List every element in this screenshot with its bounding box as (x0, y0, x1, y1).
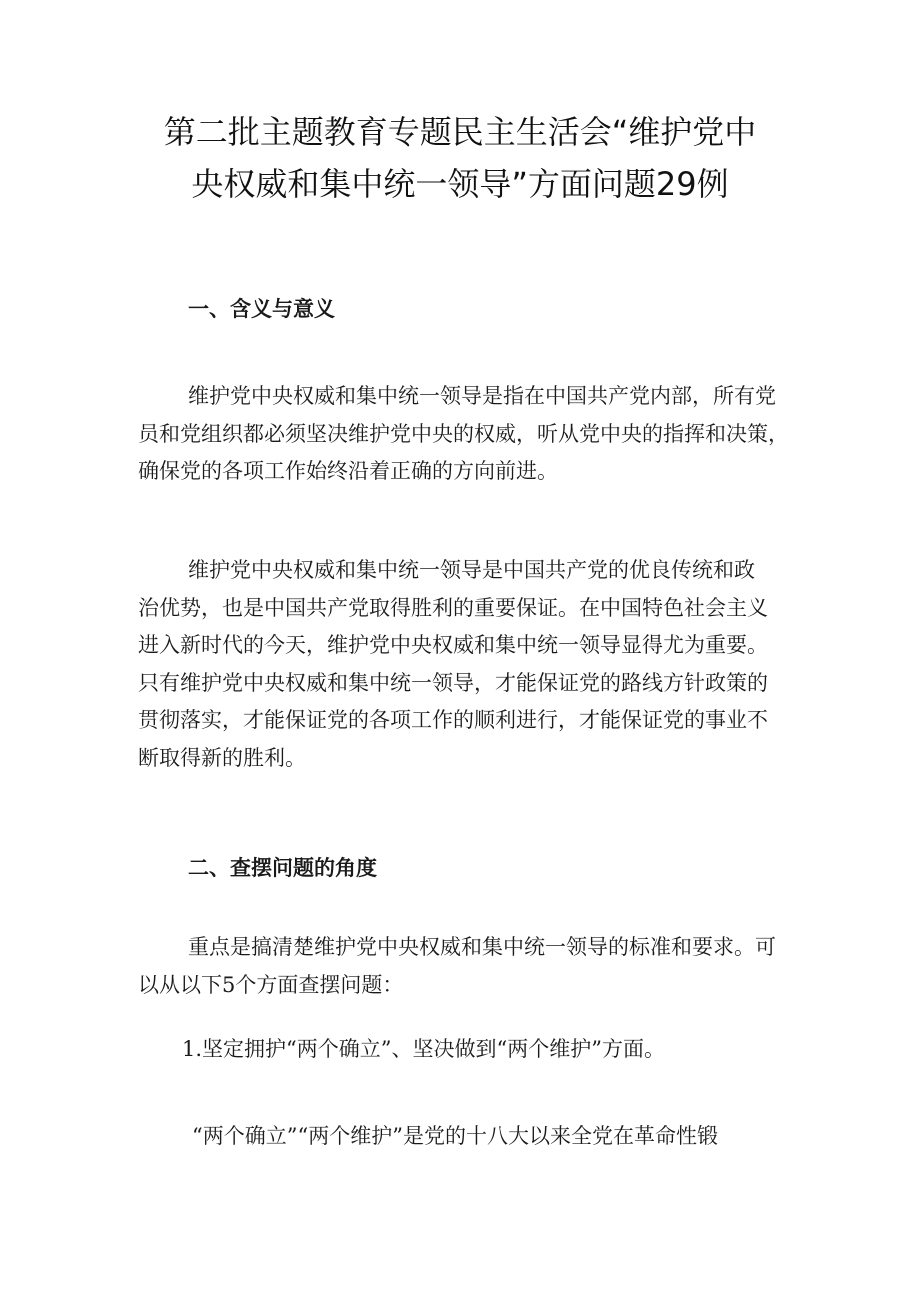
document-title-line-2: 央权威和集中统一领导”方面问题29例 (191, 165, 729, 203)
section-2-paragraph-1 (138, 929, 788, 1004)
paragraph-line: 确保党的各项工作始终沿着正确的方向前进。 (138, 459, 558, 483)
paragraph-line: 维护党中央权威和集中统一领导是指在中国共产党内部，所有党 (188, 384, 776, 408)
paragraph-line: 只有维护党中央权威和集中统一领导，才能保证党的路线方针政策的 (138, 670, 768, 695)
paragraph-line: 重点是搞清楚维护党中央权威和集中统一领导的标准和要求。可 (188, 935, 776, 959)
paragraph-line: 维护党中央权威和集中统一领导是中国共产党的优良传统和政 (188, 558, 755, 582)
section-1-paragraph-2 (138, 552, 788, 777)
paragraph-line: 以从以下5个方面查摆问题： (138, 972, 404, 997)
section-1-heading: 一、含义与意义 (188, 296, 335, 321)
section-2-heading: 二、查摆问题的角度 (188, 855, 377, 880)
section-1-paragraph-1 (138, 378, 788, 491)
paragraph-line: 治优势，也是中国共产党取得胜利的重要保证。在中国特色社会主义 (138, 595, 768, 620)
paragraph-line: 贯彻落实，才能保证党的各项工作的顺利进行，才能保证党的事业不 (138, 708, 768, 732)
paragraph-line: 进入新时代的今天，维护党中央权威和集中统一领导显得尤为重要。 (138, 633, 768, 657)
paragraph-line: 员和党组织都必须坚决维护党中央的权威，听从党中央的指挥和决策， (138, 421, 789, 446)
paragraph-line: 断取得新的胜利。 (138, 745, 306, 770)
section-2-paragraph-2: “两个确立”“两个维护”是党的十八大以来全党在革命性锻 (192, 1124, 718, 1148)
list-item-1: 1.坚定拥护“两个确立”、坚决做到“两个维护”方面。 (182, 1037, 665, 1061)
document-title-line-1: 第二批主题教育专题民主生活会“维护党中 (163, 113, 757, 151)
